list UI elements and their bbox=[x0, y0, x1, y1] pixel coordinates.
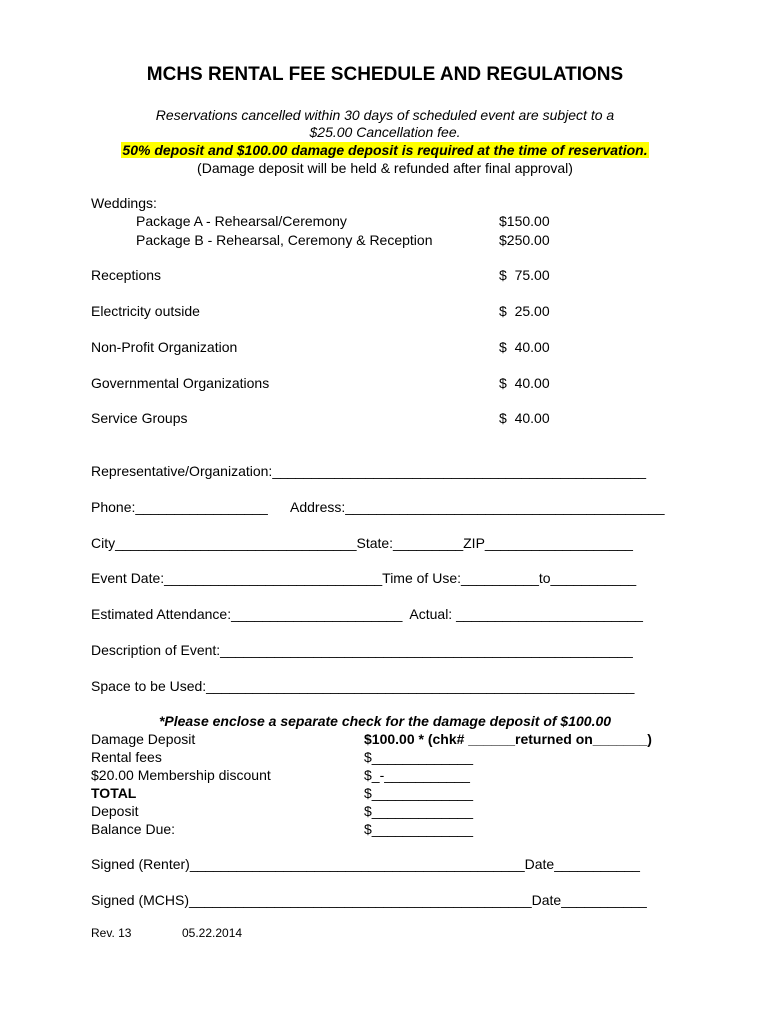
phone-field[interactable]: Phone:_________________ bbox=[91, 499, 268, 515]
payment-label-deposit: Deposit bbox=[91, 803, 139, 819]
payment-label-membership-discount: $20.00 Membership discount bbox=[91, 767, 271, 783]
event-date-time-field[interactable]: Event Date:____________________________Time of Use:__________to___________ bbox=[91, 570, 637, 586]
signed-mchs-field[interactable]: Signed (MCHS)____________________________________________Date___________ bbox=[91, 892, 647, 908]
fee-price-governmental: $ 40.00 bbox=[499, 375, 550, 391]
fee-price-electricity: $ 25.00 bbox=[499, 303, 550, 319]
deposit-notice: 50% deposit and $100.00 damage deposit is required at the time of reservation. bbox=[122, 142, 648, 158]
payment-value-balance-due[interactable]: $_____________ bbox=[364, 821, 474, 837]
refund-note: (Damage deposit will be held & refunded after final approval) bbox=[197, 160, 573, 176]
representative-field[interactable]: Representative/Organization:________________________________________________ bbox=[91, 463, 647, 479]
cancellation-policy-line2: $25.00 Cancellation fee. bbox=[309, 124, 461, 140]
package-a-label: Package A - Rehearsal/Ceremony bbox=[136, 213, 347, 229]
package-b-label: Package B - Rehearsal, Ceremony & Reception bbox=[136, 232, 433, 248]
fee-label-service-groups: Service Groups bbox=[91, 410, 188, 426]
fee-label-nonprofit: Non-Profit Organization bbox=[91, 339, 238, 355]
revision-date: 05.22.2014 bbox=[182, 926, 243, 940]
payment-value-total[interactable]: $_____________ bbox=[364, 785, 474, 801]
fee-label-receptions: Receptions bbox=[91, 267, 162, 283]
deposit-notice-line bbox=[0, 142, 770, 158]
payment-value-damage-deposit[interactable]: $100.00 * (chk# ______returned on_______) bbox=[364, 731, 652, 747]
package-a-price: $150.00 bbox=[499, 213, 550, 229]
damage-deposit-notice: *Please enclose a separate check for the damage deposit of $100.00 bbox=[158, 713, 612, 729]
description-field[interactable]: Description of Event:_____________________________________________________ bbox=[91, 642, 633, 658]
page-title: MCHS RENTAL FEE SCHEDULE AND REGULATIONS bbox=[146, 64, 624, 85]
fee-price-receptions: $ 75.00 bbox=[499, 267, 550, 283]
payment-label-balance-due: Balance Due: bbox=[91, 821, 176, 837]
fee-price-nonprofit: $ 40.00 bbox=[499, 339, 550, 355]
package-b-price: $250.00 bbox=[499, 232, 550, 248]
cancellation-policy-line1: Reservations cancelled within 30 days of scheduled event are subject to a bbox=[155, 107, 615, 123]
payment-value-deposit[interactable]: $_____________ bbox=[364, 803, 474, 819]
payment-value-rental-fees[interactable]: $_____________ bbox=[364, 749, 474, 765]
payment-label-rental-fees: Rental fees bbox=[91, 749, 162, 765]
signed-renter-field[interactable]: Signed (Renter)___________________________________________Date___________ bbox=[91, 856, 640, 872]
fee-label-governmental: Governmental Organizations bbox=[91, 375, 270, 391]
payment-value-membership-discount[interactable]: $_-___________ bbox=[364, 767, 470, 783]
city-state-zip-field[interactable]: City_______________________________State:_________ZIP___________________ bbox=[91, 535, 633, 551]
address-field[interactable]: Address:_________________________________________ bbox=[290, 499, 665, 515]
revision-number: Rev. 13 bbox=[91, 926, 132, 940]
fee-label-electricity: Electricity outside bbox=[91, 303, 200, 319]
space-used-field[interactable]: Space to be Used:_______________________________________________________ bbox=[91, 678, 635, 694]
payment-label-total: TOTAL bbox=[91, 785, 137, 801]
fee-price-service-groups: $ 40.00 bbox=[499, 410, 550, 426]
attendance-field[interactable]: Estimated Attendance:______________________ Actual: ________________________ bbox=[91, 606, 643, 622]
payment-label-damage-deposit: Damage Deposit bbox=[91, 731, 196, 747]
weddings-heading: Weddings: bbox=[91, 195, 157, 211]
